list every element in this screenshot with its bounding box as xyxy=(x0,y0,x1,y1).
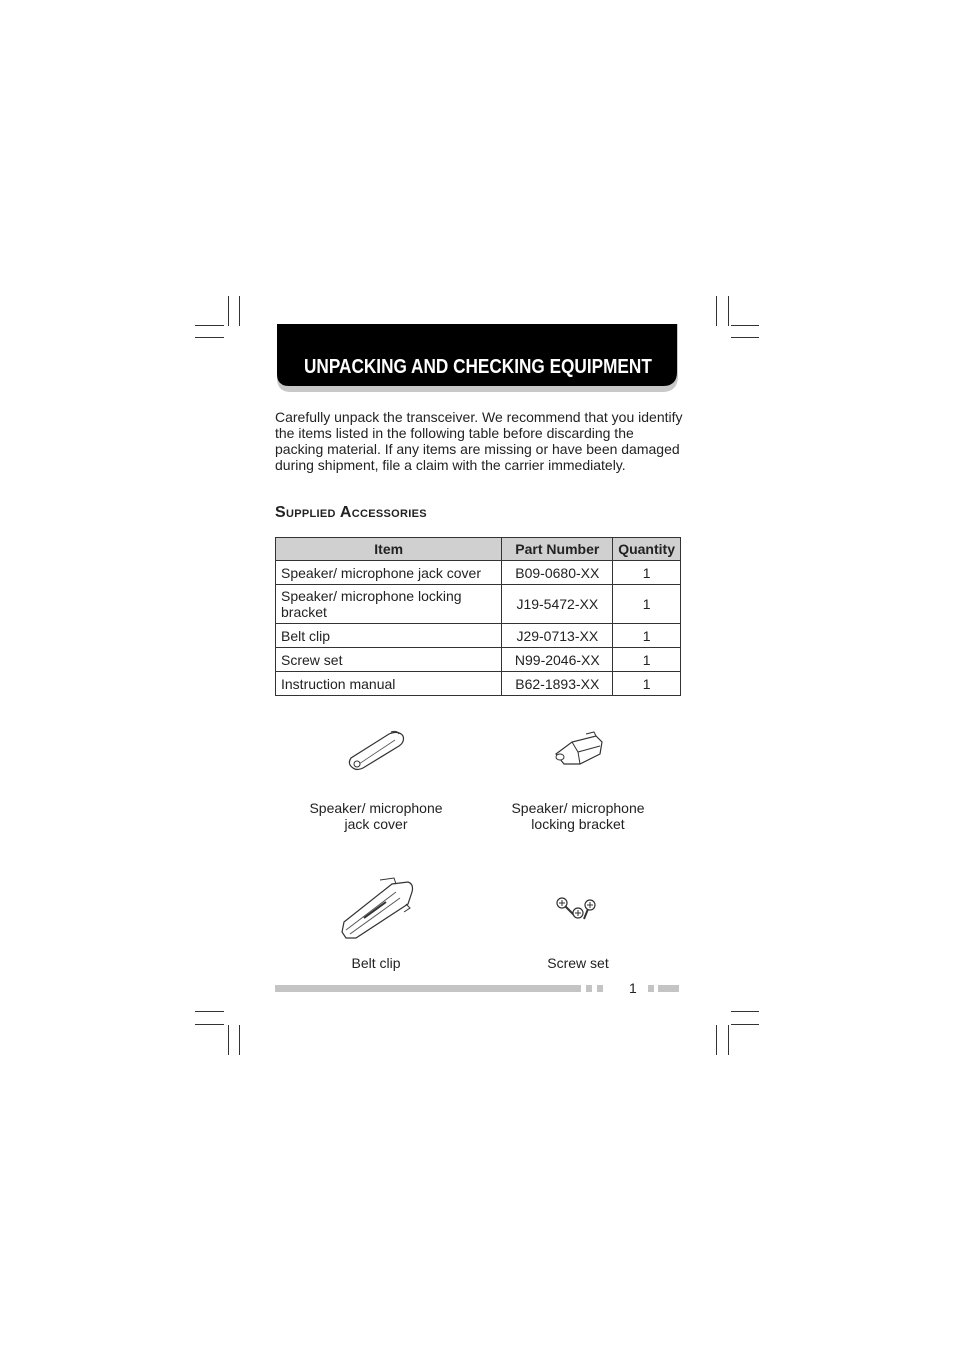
crop-mark xyxy=(731,325,759,326)
caption-line: Speaker/ microphone xyxy=(309,800,443,816)
crop-mark xyxy=(195,325,224,326)
item-cell: Instruction manual xyxy=(276,672,502,696)
crop-mark xyxy=(239,296,240,326)
crop-mark xyxy=(716,296,717,326)
section-heading: Supplied Accessories xyxy=(275,504,427,521)
item-cell: Speaker/ microphone locking bracket xyxy=(276,585,502,624)
screw-set-caption: Screw set xyxy=(547,955,609,971)
table-row xyxy=(276,624,681,648)
jack-cover-caption xyxy=(276,800,476,832)
part-number-cell: J19-5472-XX xyxy=(502,585,613,624)
table-row xyxy=(276,648,681,672)
belt-clip-illustration xyxy=(336,876,416,942)
column-header-item: Item xyxy=(276,538,502,561)
column-header-quantity: Quantity xyxy=(613,538,681,561)
table-row xyxy=(276,672,681,696)
part-number-cell: B62-1893-XX xyxy=(502,672,613,696)
quantity-cell: 1 xyxy=(613,585,681,624)
crop-mark xyxy=(716,1025,717,1055)
screw-set-illustration xyxy=(554,895,600,923)
quantity-cell: 1 xyxy=(613,624,681,648)
crop-mark xyxy=(228,1025,229,1055)
crop-mark xyxy=(731,1011,759,1012)
quantity-cell: 1 xyxy=(613,648,681,672)
footer-square xyxy=(586,985,592,992)
part-number-cell: J29-0713-XX xyxy=(502,624,613,648)
crop-mark xyxy=(195,1011,224,1012)
jack-cover-illustration xyxy=(345,728,407,774)
page-number: 1 xyxy=(629,980,637,996)
footer-bar-right xyxy=(658,985,679,992)
quantity-cell: 1 xyxy=(613,672,681,696)
part-number-cell: N99-2046-XX xyxy=(502,648,613,672)
page-title: UNPACKING AND CHECKING EQUIPMENT xyxy=(304,356,652,378)
locking-bracket-caption xyxy=(478,800,678,832)
crop-mark xyxy=(239,1025,240,1055)
intro-paragraph: Carefully unpack the transceiver. We recommend that you identify the items listed in the following table before discarding the packing material. If any items are missing or have been damaged during shipment, file a claim with the carrier immediately. xyxy=(275,409,683,473)
table-row xyxy=(276,561,681,585)
crop-mark xyxy=(731,1024,759,1025)
table-header-row xyxy=(276,538,681,561)
caption-line: jack cover xyxy=(344,816,408,832)
crop-mark xyxy=(731,337,759,338)
crop-mark xyxy=(728,1025,729,1055)
belt-clip-caption: Belt clip xyxy=(351,955,401,971)
footer-square xyxy=(597,985,603,992)
part-number-cell: B09-0680-XX xyxy=(502,561,613,585)
item-cell: Screw set xyxy=(276,648,502,672)
caption-line: locking bracket xyxy=(531,816,625,832)
crop-mark xyxy=(195,337,224,338)
crop-mark xyxy=(728,296,729,326)
item-cell: Speaker/ microphone jack cover xyxy=(276,561,502,585)
column-header-part-number: Part Number xyxy=(502,538,613,561)
quantity-cell: 1 xyxy=(613,561,681,585)
table-row xyxy=(276,585,681,624)
caption-line: Speaker/ microphone xyxy=(511,800,645,816)
footer-bar xyxy=(275,985,581,992)
item-cell: Belt clip xyxy=(276,624,502,648)
crop-mark xyxy=(228,296,229,326)
locking-bracket-illustration xyxy=(550,728,604,770)
footer-square xyxy=(648,985,654,992)
crop-mark xyxy=(195,1024,224,1025)
accessories-table xyxy=(275,537,681,696)
